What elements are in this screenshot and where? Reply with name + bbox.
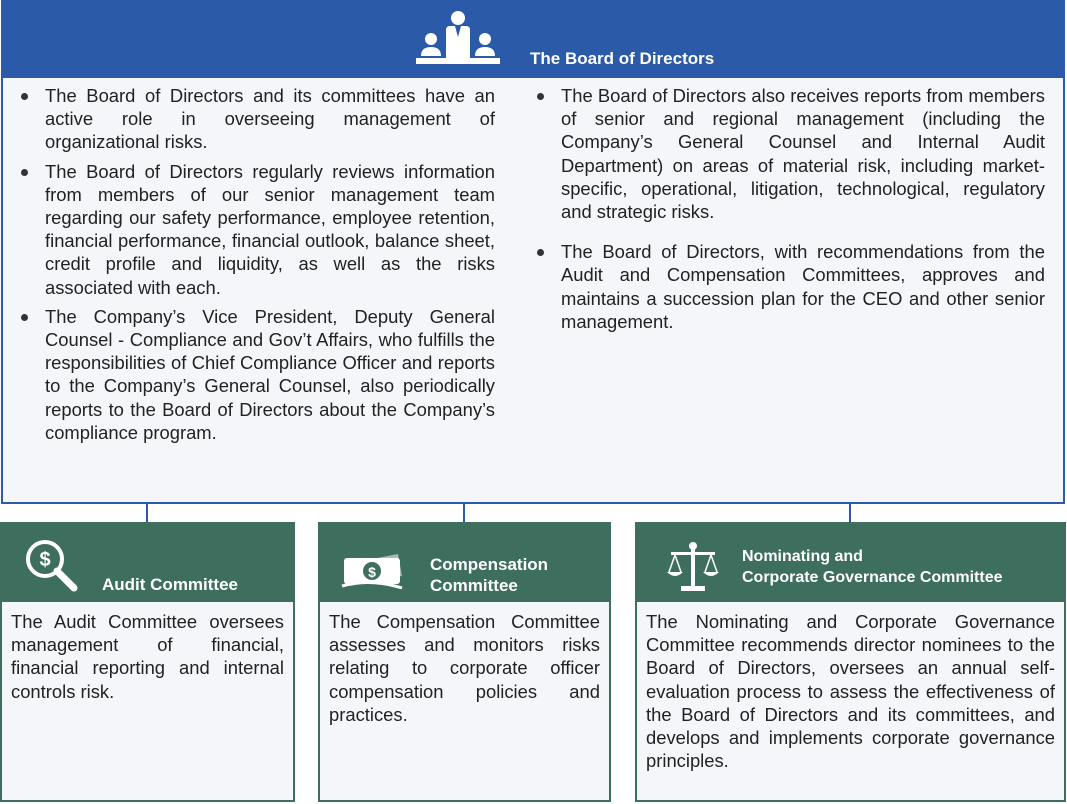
nominating-committee-header [637, 524, 1064, 602]
nominating-governance-committee-panel [635, 522, 1066, 802]
money-bill-icon [340, 548, 406, 592]
compensation-committee-title-line2: Committee [430, 576, 518, 595]
board-header [3, 2, 1063, 78]
svg-text:$: $ [368, 564, 376, 580]
svg-text:$: $ [39, 549, 51, 571]
connector-line [146, 504, 148, 522]
compensation-committee-description: The Compensation Committee assesses and monitors risks relating to corporate officer compensation policies and practices. [329, 611, 600, 725]
compensation-committee-panel [318, 522, 611, 802]
audit-committee-title: Audit Committee [102, 575, 238, 594]
nominating-committee-title-line2: Corporate Governance Committee [742, 569, 1003, 586]
board-of-directors-panel [1, 0, 1065, 504]
board-people-icon [413, 10, 503, 68]
nominating-committee-title-line1: Nominating and [742, 548, 863, 565]
bullet-item: The Company’s Vice President, Deputy General Counsel - Compliance and Gov’t Affairs, who fulfills the responsibilities of Chief Compliance Officer and reports to the Company’s General Counsel, also periodically reports to the Board of Directors about the Company’s compliance program. [3, 305, 495, 444]
board-title: The Board of Directors [530, 49, 715, 68]
scales-icon [665, 540, 721, 596]
bullet-item: The Board of Directors and its committees have an active role in overseeing management of organizational risks. [3, 84, 495, 154]
bullet-item: The Board of Directors also receives reports from members of senior and regional management (including the Company’s General Counsel and Internal Audit Department) on areas of material risk, including market-specific, operational, litigation, technological, regulatory and strategic risks. [519, 84, 1045, 223]
board-right-bullet-list [519, 84, 1045, 350]
magnifier-dollar-icon [24, 538, 80, 594]
compensation-committee-title-line1: Compensation [430, 555, 549, 574]
compensation-committee-header [320, 524, 609, 602]
bullet-item: The Board of Directors regularly reviews information from members of our senior management team regarding our safety performance, employee retention, financial performance, financial outlook, balance sheet, credit profile and liquidity, as well as the risks associated with each. [3, 160, 495, 299]
audit-committee-description: The Audit Committee oversees management of financial, financial reporting and internal controls risk. [11, 611, 284, 702]
audit-committee-header [2, 524, 293, 602]
bullet-item: The Board of Directors, with recommendations from the Audit and Compensation Committees, approves and maintains a succession plan for the CEO and other senior management. [519, 240, 1045, 333]
audit-committee-panel [0, 522, 295, 802]
connector-line [849, 504, 851, 522]
nominating-committee-description: The Nominating and Corporate Governance Committee recommends director nominees to the Board of Directors, oversees an annual self-evaluation process to assess the effectiveness of the Board of Directors and its committees, and develops and implements corporate governance principles. [646, 611, 1055, 772]
connector-line [463, 504, 465, 522]
board-left-bullet-list [3, 84, 495, 450]
